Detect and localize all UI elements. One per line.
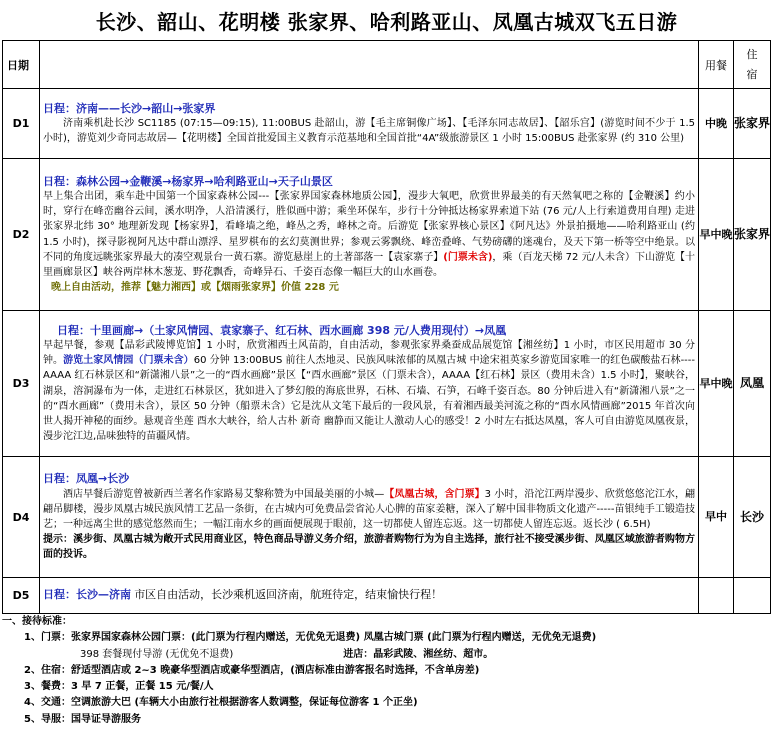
stay-cell: 凤凰 — [734, 311, 771, 457]
description-text-after: ，乘（百龙天梯 72 元/人未含）下山游览【十里画廊景区】峡谷两岸林木葱茏、野花飘香，奇峰异石、千姿百态像一幅巨大的山水画卷。 — [43, 251, 696, 278]
day-description — [43, 189, 695, 280]
header-stay-line2: 宿 — [746, 67, 758, 81]
route-title: 日程：森林公园→金鞭溪→杨家界→哈利路亚山→天子山景区 — [43, 174, 333, 188]
day-content — [40, 311, 699, 457]
ancient-town-note: 【凤凰古城，含门票】 — [384, 488, 485, 500]
note-item-hotel — [2, 663, 770, 679]
route-title: 日程：十里画廊→（土家风情园、袁家寨子、红石林、西水画廊 398 元/人费用现付）→凤凰 — [57, 323, 507, 337]
description-pre: 早起早餐，参观【晶彩武陵博览馆】1 小时，欣赏湘西土风苗韵，自由活动，参观张家界桑蚕成品展览馆【湘丝纺】1 小时，市区民用超市 30 分钟。 — [43, 339, 695, 367]
table-row-d4 — [3, 457, 771, 578]
note-label: 交通： — [40, 697, 71, 709]
evening-recommendation: 晚上自由活动，推荐【魅力湘西】或【烟雨张家界】价值 228 元 — [51, 282, 339, 294]
service-standards — [2, 614, 770, 728]
note-text: 舒适型酒店或 2~3 晚豪华型酒店或豪华型酒店，(酒店标准由游客报名时选择，不含单房差) — [70, 664, 480, 676]
day-description: 济南乘机赴长沙 SC1185 (07:15—09:15), 11:00BUS 赴韶山，游【毛主席铜像广场】、【毛泽东同志故居】、【韶乐宫】(游览时间不少于 1.5 小时)，游览刘少奇同志故居—【花明楼】全国首批爱国主义教育示范基地和全国首批“4A”级旅游景区 1 小时 15:00BUS 赴张家界 (约 310 公里) — [43, 117, 695, 145]
shopping-tip: 提示：溪步街、凤凰古城为敞开式民用商业区，特色商品导游义务介绍，旅游者购物行为为自主选择，旅行社不接受溪步街、凤凰区域旅游者购物方面的投诉。 — [43, 534, 695, 561]
note-label: 导服： — [40, 713, 71, 725]
meal-cell — [699, 578, 734, 614]
note-text: 3 早 7 正餐，正餐 15 元/餐/人 — [70, 681, 214, 693]
header-day: 日期 — [3, 41, 40, 89]
meal-cell: 早中晚 — [699, 159, 734, 311]
note-num: 1、 — [24, 632, 41, 644]
stay-cell — [734, 578, 771, 614]
header-meal: 用餐 — [699, 41, 734, 89]
note-text: 张家界国家森林公园门票：(此门票为行程内赠送，无优免无退费) 凤凰古城门票 (此门票为行程内赠送，无优免无退费) — [70, 632, 597, 644]
note-item-tickets — [2, 630, 770, 646]
header-content — [40, 41, 699, 89]
note-num: 4、 — [24, 697, 41, 709]
table-row-d3 — [3, 311, 771, 457]
itinerary-table — [2, 40, 771, 614]
note-item-tickets-cont — [2, 647, 770, 663]
note-label: 餐费： — [40, 681, 71, 693]
folk-garden-note: 游览土家风情园（门票未含） — [63, 355, 194, 367]
table-row-d2 — [3, 159, 771, 311]
note-item-transport — [2, 695, 770, 711]
note-num: 3、 — [24, 681, 41, 693]
note-num: 2、 — [24, 664, 41, 676]
stay-cell: 长沙 — [734, 457, 771, 578]
day-content — [40, 578, 699, 614]
header-stay — [734, 41, 771, 89]
header-stay-line1: 住 — [746, 47, 758, 61]
notes-heading: 一、接待标准： — [2, 616, 72, 627]
note-item-guide — [2, 712, 770, 728]
meal-cell: 早中 — [699, 457, 734, 578]
table-header-row — [3, 41, 771, 89]
day-label: D2 — [3, 159, 40, 311]
table-row-d5 — [3, 578, 771, 614]
note-num: 5、 — [24, 713, 41, 725]
day-label: D5 — [3, 578, 40, 614]
stay-cell: 张家界 — [734, 89, 771, 159]
route-title: 日程：长沙—济南 — [43, 588, 131, 602]
day-label: D1 — [3, 89, 40, 159]
table-row-d1 — [3, 89, 771, 159]
note-shops: 进店：晶彩武陵、湘丝纺、超市。 — [343, 648, 494, 660]
day-content — [40, 457, 699, 578]
route-title: 日程：济南——长沙→韶山→张家界 — [43, 101, 216, 115]
stay-cell: 张家界 — [734, 159, 771, 311]
day-content — [40, 159, 699, 311]
note-label: 住宿： — [40, 664, 71, 676]
day-description — [43, 487, 695, 533]
note-text: 空调旅游大巴 (车辆大小由旅行社根据游客人数调整，保证每位游客 1 个正坐) — [70, 697, 418, 709]
description-text: 3 小时，沿沱江两岸漫步、欣赏悠悠沱江水，翩翩吊脚楼，漫步凤凰古城民族风情工艺品一条街，在古城内可免费品尝省沁人心脾的苗家姜糖，深入了解中国非物质文化遗产-----苗银纯手工锻造技艺；一种远离尘世的感觉悠然而生；一幅江南水乡的画面便展现于眼前，这一切都使人留连忘返。这一切都使人留连忘返。返长沙 ( 6.5H) — [43, 488, 696, 530]
note-label: 门票： — [40, 632, 71, 644]
day-description: 市区自由活动，长沙乘机返回济南，航班待定，结束愉快行程！ — [134, 588, 443, 602]
day-label: D4 — [3, 457, 40, 578]
meal-cell: 早中晚 — [699, 311, 734, 457]
day-label: D3 — [3, 311, 40, 457]
note-item-meals — [2, 679, 770, 695]
day-description — [43, 338, 695, 444]
note-package: 398 套餐现付导游 (无优免不退费) — [80, 648, 234, 660]
ticket-note: (门票未含) — [443, 251, 493, 263]
page-title: 长沙、韶山、花明楼 张家界、哈利路亚山、凤凰古城双飞五日游 — [95, 9, 678, 34]
description-pre: 酒店早餐后游览曾被新西兰著名作家路易艾黎称赞为中国最美丽的小城— — [63, 488, 385, 500]
route-title: 日程：凤凰→长沙 — [43, 472, 130, 486]
description-text: 早上集合出团，乘车赴中国第一个国家森林公园---【张家界国家森林地质公园】，漫步大氧吧，欣赏世界最美的有天然氧吧之称的【金鞭溪】约小时，穿行在峰峦幽谷云间，溪水明净，人沿清溪行，胜似画中游；乘坐环保车，步行十分钟抵达杨家界索道下站 (76 元/人上行索道费用自理) 走进张家界北纬 30° 地理新发现【杨家界】，看峰墙之绝，峰丛之秀，峰林之奇。后游览【张家界核心景区】《阿凡达》外景拍摄地——哈利路亚山 (约 1.5 小时)，探寻影视阿凡达中群山漂浮、星罗棋布的玄幻莫测世界；参观云雾飘绕、峰峦叠峰、气势磅礴的迷魂台，及天下第一桥等空中绝景。以不同的角度远眺张家界最大的凑空观景台一黄石寨。游览悬崖上的土著部落一【袁家寨子】 — [43, 190, 695, 263]
note-text: 国导证导游服务 — [70, 713, 141, 725]
day-content — [40, 89, 699, 159]
meal-cell: 中晚 — [699, 89, 734, 159]
description-text: 60 分钟 13:00BUS 前往人杰地灵、民族风味浓郁的凤凰古城 中途宋祖英家乡游览国家唯一的红色碳酸盐石林----AAAA 红石林景区和“新潇湘八景”之一的“酉水画廊”景区【“酉水画廊”景区（门票未含），AAAA【红石林】景区（费用未含）1.5 小时】，聚峡谷，湖泉，溶洞瀑布为一体，走进红石林景区，犹如进入了梦幻般的海底世界，石林、石墙、石笋，石峰千姿百态。80 分钟后进入有“新潇湘八景”之一的“酉水画廊”（费用未含），景区 50 分钟（船票未含）它是沈从文笔下最后的一段风景，有着湘西最美河流之称的“酉水风情画廊”2015 年首次向世人揭开神秘的面纱。悬观音坐莲 酉水大峡谷，给人古朴 新奇 幽静而又能让人激动人心的感受！2 小时左右抵达凤凰，客人可自由游览凤凰夜景，漫步沱江边,品味独特的苗疆风情。 — [43, 355, 696, 443]
